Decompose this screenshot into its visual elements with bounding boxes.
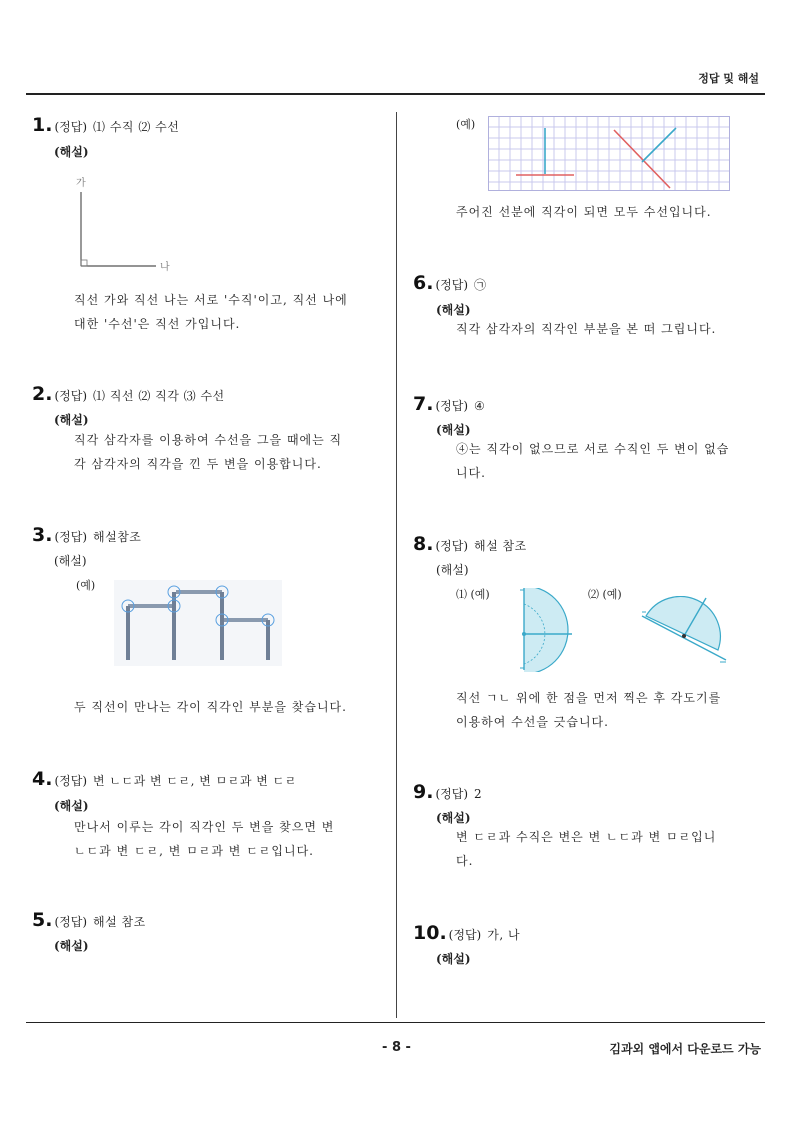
parallel-bars-figure — [114, 580, 282, 666]
explanation-6 — [456, 317, 716, 341]
text-line: 주어진 선분에 직각이 되면 모두 수선입니다. — [456, 205, 712, 219]
text-line: 만나서 이루는 각이 직각인 두 변을 찾으면 변 — [74, 820, 335, 834]
solution-label: (해설) — [436, 811, 471, 825]
explanation-9 — [456, 825, 716, 873]
answer-text: ⑴ 직선 ⑵ 직각 ⑶ 수선 — [93, 389, 225, 403]
explanation-4 — [74, 815, 334, 863]
explanation-7 — [456, 437, 729, 485]
question-4 — [32, 768, 297, 790]
text-line: 대한 '수선'은 직선 가입니다. — [74, 317, 241, 331]
sub-example-1: ⑴ (예) — [456, 588, 490, 601]
explanation-2 — [74, 428, 342, 476]
answer-text: 가, 나 — [487, 928, 521, 942]
text-line: ④는 직각이 없으므로 서로 수직인 두 변이 없습 — [456, 442, 730, 456]
text-line: 이용하여 수선을 긋습니다. — [456, 715, 609, 729]
text-line: 다. — [456, 854, 474, 868]
answer-text: ㉠ — [474, 278, 487, 292]
text-line: 직각 삼각자의 직각인 부분을 본 떠 그립니다. — [456, 322, 717, 336]
question-9 — [413, 781, 482, 803]
protractor-figure-1 — [510, 588, 578, 672]
solution-label: (해설) — [54, 799, 89, 813]
sub-example-2: ⑵ (예) — [588, 588, 622, 601]
explanation-3 — [74, 695, 347, 719]
text-line: 직선 가와 직선 나는 서로 '수직'이고, 직선 나에 — [74, 293, 348, 307]
question-number: 2. — [32, 383, 53, 405]
text-line: 변 ㄷㄹ과 수직은 변은 변 ㄴㄷ과 변 ㅁㄹ입니 — [456, 830, 717, 844]
answer-text: 해설참조 — [93, 530, 142, 544]
answer-text: 변 ㄴㄷ과 변 ㄷㄹ, 변 ㅁㄹ과 변 ㄷㄹ — [93, 774, 297, 788]
question-number: 4. — [32, 768, 53, 790]
answer-tag: (정답) — [435, 399, 469, 413]
grid-figure — [488, 116, 730, 191]
label-ga: 가 — [76, 178, 86, 189]
explanation-1 — [74, 288, 348, 336]
text-line: 두 직선이 만나는 각이 직각인 부분을 찾습니다. — [74, 700, 347, 714]
answer-text: 해설 참조 — [93, 915, 146, 929]
question-number: 8. — [413, 533, 434, 555]
header-title: 정답 및 해설 — [698, 72, 759, 85]
label-na: 나 — [160, 262, 170, 273]
example-label: (예) — [456, 118, 476, 131]
question-8 — [413, 533, 527, 555]
answer-tag: (정답) — [54, 120, 88, 134]
question-6 — [413, 272, 487, 294]
header-rule — [26, 93, 765, 95]
question-number: 6. — [413, 272, 434, 294]
answer-tag: (정답) — [435, 278, 469, 292]
text-line: ㄴㄷ과 변 ㄷㄹ, 변 ㅁㄹ과 변 ㄷㄹ입니다. — [74, 844, 314, 858]
answer-tag: (정답) — [435, 787, 469, 801]
answer-tag: (정답) — [448, 928, 482, 942]
answer-text: 2 — [474, 787, 483, 801]
perpendicular-figure — [70, 172, 180, 276]
protractor-figure-2 — [640, 596, 730, 666]
text-line: 각 삼각자의 직각을 낀 두 변을 이용합니다. — [74, 457, 322, 471]
question-number: 9. — [413, 781, 434, 803]
question-10 — [413, 922, 520, 944]
answer-tag: (정답) — [435, 539, 469, 553]
answer-tag: (정답) — [54, 915, 88, 929]
solution-label: (해설) — [436, 952, 471, 966]
question-number: 3. — [32, 524, 53, 546]
answer-text: ⑴ 수직 ⑵ 수선 — [93, 120, 180, 134]
answer-tag: (정답) — [54, 774, 88, 788]
explanation-8 — [456, 686, 721, 734]
question-3 — [32, 524, 141, 546]
solution-label: (해설) — [54, 939, 89, 953]
question-number: 7. — [413, 393, 434, 415]
solution-label: (해설) — [54, 554, 87, 568]
answer-tag: (정답) — [54, 530, 88, 544]
solution-label: (해설) — [436, 423, 471, 437]
question-1 — [32, 114, 179, 136]
solution-label: (해설) — [436, 303, 471, 317]
text-line: 직선 ㄱㄴ 위에 한 점을 먼저 찍은 후 각도기를 — [456, 691, 722, 705]
footer-note: 김과외 앱에서 다운로드 가능 — [609, 1042, 761, 1056]
solution-label: (해설) — [54, 145, 89, 159]
text-line: 니다. — [456, 466, 486, 480]
question-number: 10. — [413, 922, 447, 944]
question-number: 1. — [32, 114, 53, 136]
question-7 — [413, 393, 485, 415]
solution-label: (해설) — [54, 413, 89, 427]
question-2 — [32, 383, 225, 405]
column-divider — [396, 112, 397, 1018]
answer-text: 해설 참조 — [474, 539, 527, 553]
explanation-5 — [456, 200, 712, 224]
question-number: 5. — [32, 909, 53, 931]
solution-label: (해설) — [436, 563, 469, 577]
page-number: - 8 - — [382, 1040, 411, 1055]
text-line: 직각 삼각자를 이용하여 수선을 그을 때에는 직 — [74, 433, 343, 447]
answer-tag: (정답) — [54, 389, 88, 403]
answer-text: ④ — [474, 399, 486, 413]
question-5 — [32, 909, 146, 931]
example-label: (예) — [76, 579, 96, 592]
footer-rule — [26, 1022, 765, 1023]
